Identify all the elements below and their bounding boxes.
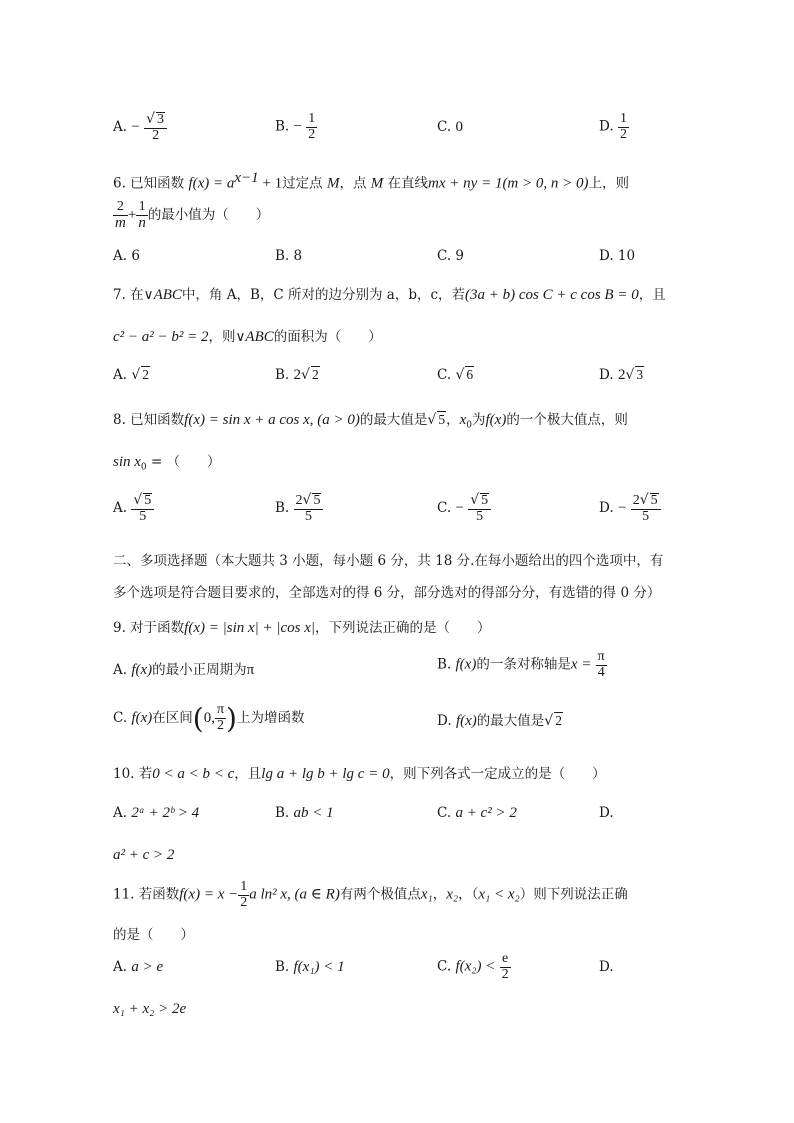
function-tail: + 1: [258, 175, 283, 192]
q6-option-a: A. 6: [113, 248, 140, 264]
option-text: 上为增函数: [236, 710, 305, 726]
condition-expr: (3a + b) cos C + c cos B = 0: [465, 287, 639, 303]
option-label: C.: [437, 119, 452, 135]
variable-x1: x₁: [420, 886, 433, 903]
option-expr: x₁ + x₂ > 2e: [113, 1001, 187, 1017]
denominator: 5: [139, 508, 147, 524]
numerator: 1: [619, 111, 627, 126]
q7-option-a: A. √ 2: [113, 367, 150, 383]
stem-text: 为: [472, 412, 486, 428]
q10-option-d: [113, 847, 174, 864]
q8-option-b: [275, 493, 323, 524]
denominator: 4: [597, 664, 605, 680]
q8-option-c: [437, 493, 491, 524]
q8-stem: 8. 已知函数f(x) = sin x + a cos x, (a > 0)的最大值是√ 5，$x_0$为f(x)的一个极大值点，则: [113, 412, 628, 431]
q10-option-c: [437, 805, 517, 822]
denominator: n: [138, 214, 146, 231]
option-label: C.: [113, 710, 128, 726]
option-label: B.: [437, 656, 452, 673]
q10-option-b: [275, 805, 334, 822]
q6-option-d: D. 10: [599, 248, 636, 264]
question-prefix: 8. 已知函数: [113, 412, 185, 428]
question-prefix: 10. 若: [113, 766, 153, 782]
point-m: M: [326, 175, 340, 192]
q5-option-a: [113, 112, 167, 143]
option-label: A.: [113, 367, 128, 383]
option-expr: a > e: [131, 959, 164, 975]
function-ref: f(x): [131, 710, 153, 726]
stem-text: ，则∨: [208, 329, 246, 345]
stem-text: ，: [432, 886, 447, 903]
fraction: $\frac{√ 5}{5}$: [468, 493, 491, 524]
option-label: B.: [275, 959, 290, 975]
plus-sign: +: [127, 207, 137, 224]
minus-sign: −: [617, 500, 627, 517]
option-label: D.: [599, 118, 614, 135]
fraction: $\frac{2√ 5}{5}$: [294, 493, 324, 524]
stem-text: 中，角 A，B，C 所对的边分别为 a，b，c，若: [181, 287, 466, 303]
denominator: 2: [152, 127, 160, 143]
point-m: M: [370, 175, 384, 192]
numerator: 1: [240, 879, 248, 894]
stem-text: ，点: [339, 175, 367, 192]
q9-option-b: [437, 650, 607, 680]
radicand: 5: [481, 493, 489, 508]
radicand: 5: [650, 493, 658, 508]
stem-text: ）则下列说法正确: [519, 886, 628, 903]
minus-sign: −: [131, 119, 140, 136]
question-prefix: 7. 在∨: [113, 287, 154, 303]
question-prefix: 6. 已知函数: [113, 175, 185, 192]
option-label: B.: [275, 805, 290, 821]
q10-option-d-label: D.: [599, 805, 614, 821]
coefficient: 2: [295, 493, 303, 508]
radicand: 5: [144, 493, 152, 508]
line-equation: mx + ny = 1(m > 0, n > 0): [428, 175, 589, 192]
fraction: [306, 112, 317, 142]
option-expr: a² + c > 2: [113, 847, 175, 863]
radicand: 2: [142, 367, 150, 382]
stem-text: 的一个极大值点，则: [506, 412, 628, 428]
equation: c² − a² − b² = 2: [113, 329, 209, 345]
option-label: C.: [437, 958, 452, 975]
option-expr: 2ᵃ + 2ᵇ > 4: [131, 805, 200, 821]
q5-option-c: [437, 119, 463, 136]
radicand: 3: [157, 112, 165, 127]
option-label: B.: [275, 118, 290, 135]
stem-text: = （ ）: [146, 454, 221, 470]
option-label: A.: [113, 119, 128, 136]
q9-stem: [113, 616, 491, 637]
coefficient: 2: [632, 493, 640, 508]
denominator: 5: [642, 508, 650, 524]
denominator: 2: [308, 126, 316, 142]
q11-option-b: [275, 959, 345, 976]
numerator: e: [500, 952, 511, 968]
q7-option-b: B. 2√ 2: [275, 367, 319, 383]
triangle-name: ABC: [245, 329, 274, 345]
stem-text: ，（: [458, 886, 479, 903]
q10-option-a: [113, 805, 199, 822]
function-ref: f(x): [455, 713, 477, 729]
q6-stem: [113, 170, 629, 193]
option-label: D.: [599, 500, 614, 517]
coefficient: 2: [293, 367, 302, 383]
function-expr: f(x) = sin x + a cos x, (a > 0): [184, 412, 360, 428]
stem-text: ，且: [638, 287, 666, 303]
denominator: 5: [476, 508, 484, 524]
condition-expr: 0 < a < b < c: [152, 766, 235, 782]
fraction: [596, 650, 607, 680]
fraction: [136, 200, 148, 231]
fraction: $\frac{2√ 5}{5}$: [631, 493, 661, 524]
q8-option-a: [113, 493, 154, 524]
option-text: 的一条对称轴是: [476, 656, 571, 673]
radicand: 3: [636, 367, 644, 382]
q9-option-c: C. f(x)在区间(0, $\frac{\pi}{2}$ )上为增函数: [113, 702, 305, 735]
stem-text: 的最小值为（ ）: [147, 207, 270, 224]
option-expr: f(x₂) <: [455, 958, 496, 975]
function-ref: f(x): [131, 662, 153, 678]
numerator: 1: [136, 200, 148, 216]
q5-option-b: [275, 112, 317, 142]
denominator: 2: [619, 126, 627, 142]
pi-symbol: π: [246, 662, 255, 678]
option-label: A.: [113, 959, 128, 975]
q7-stem: [113, 283, 666, 304]
q7-stem-line2: [113, 325, 382, 346]
option-label: C.: [437, 500, 452, 517]
numerator: π: [216, 702, 225, 718]
q6-option-b: B. 8: [275, 248, 303, 264]
interval-lower: 0,: [203, 710, 215, 726]
option-label: C.: [437, 367, 452, 383]
q6-stem-line2: [113, 200, 269, 231]
option-label: D.: [599, 367, 614, 383]
function-expr: a ln² x, (a ∈ R): [249, 886, 340, 903]
option-label: D.: [437, 713, 452, 729]
option-label: A.: [113, 662, 128, 678]
fraction: [113, 200, 128, 231]
q11-option-d: [113, 1001, 186, 1018]
option-expr: ab < 1: [293, 805, 334, 821]
q7-option-c: C. √ 6: [437, 367, 474, 383]
option-label: A.: [113, 805, 128, 821]
option-label: A.: [113, 500, 128, 517]
numerator: 2: [113, 200, 128, 216]
fraction: $\frac{√ 5}{5}$: [131, 493, 154, 524]
function-expr: f(x) = x −: [179, 886, 239, 903]
function-expr: f(x) = |sin x| + |cos x|: [184, 620, 316, 636]
q11-stem-line2: 的是（ ）: [113, 927, 194, 943]
variable-x0: x: [459, 412, 467, 428]
triangle-name: ABC: [153, 287, 182, 303]
option-expr: f(x₁) < 1: [293, 959, 345, 975]
stem-text: 的最大值是: [359, 412, 428, 428]
q9-option-d: D. f(x)的最大值是√ 2: [437, 713, 562, 729]
option-text: 的最小正周期为: [152, 662, 247, 678]
q11-stem: [113, 880, 628, 910]
option-expr: a + c² > 2: [455, 805, 517, 821]
variable-x2: x₂: [446, 886, 459, 903]
condition-expr: lg a + lg b + lg c = 0: [261, 766, 390, 782]
q9-option-a: [113, 658, 254, 679]
option-value: 0: [455, 119, 463, 135]
section-2-heading: 二、多项选择题（本大题共 3 小题，每小题 6 分，共 18 分.在每小题给出的四个选项中，有: [113, 553, 664, 569]
q5-option-d: [599, 112, 629, 142]
denominator: 5: [304, 508, 312, 524]
denominator: 2: [216, 718, 224, 733]
option-label: B.: [275, 500, 290, 517]
fraction: $\frac{√ 3}{2}$: [144, 112, 167, 143]
question-prefix: 9. 对于函数: [113, 620, 185, 636]
q8-stem-line2: $\sin x_0$ = （ ）: [113, 454, 221, 473]
stem-text: 的面积为（ ）: [273, 329, 382, 345]
exponent: x−1: [234, 170, 259, 186]
q11-option-a: [113, 959, 163, 976]
minus-sign: −: [455, 500, 464, 517]
stem-text: ，且: [234, 766, 262, 782]
option-text: 的最大值是: [476, 713, 545, 729]
stem-text: ，则下列各式一定成立的是（ ）: [389, 766, 606, 782]
denominator: 2: [240, 894, 248, 910]
denominator: 2: [501, 966, 509, 982]
option-text: 在区间: [152, 710, 193, 726]
numerator: π: [597, 649, 605, 664]
function-ref: f(x): [485, 412, 507, 428]
radicand: 2: [555, 713, 562, 728]
stem-text: ，下列说法正确的是（ ）: [315, 620, 491, 636]
radicand: 2: [311, 367, 319, 382]
option-label: B.: [275, 367, 290, 383]
fraction: [500, 952, 511, 982]
fraction: [618, 112, 629, 142]
q6-option-c: C. 9: [437, 248, 465, 264]
function-expr: f(x) = a: [188, 175, 235, 192]
stem-text: 上，则: [588, 175, 630, 192]
stem-text: 有两个极值点: [339, 886, 421, 903]
q11-option-d-label: D.: [599, 959, 614, 975]
radicand: 5: [313, 493, 321, 508]
q8-option-d: [599, 493, 661, 524]
q11-option-c: [437, 952, 511, 982]
stem-text: 过定点: [282, 175, 323, 192]
stem-text: ，: [446, 412, 460, 428]
radicand: 5: [438, 412, 446, 427]
stem-text: 在直线: [387, 175, 429, 192]
condition-expr: x₁ < x₂: [478, 886, 520, 903]
ask-expr: sin x: [113, 454, 141, 470]
q10-stem: [113, 762, 606, 783]
coefficient: 2: [617, 367, 626, 383]
option-label: C.: [437, 805, 452, 821]
radicand: 6: [466, 367, 474, 382]
section-2-heading-line2: 多个选项是符合题目要求的，全部选对的得 6 分，部分选对的得部分分，有选错的得 0 分）: [113, 585, 661, 601]
fraction: [215, 703, 226, 733]
question-prefix: 11. 若函数: [113, 886, 180, 903]
equation: x =: [570, 656, 592, 673]
denominator: m: [115, 214, 126, 231]
q7-option-d: D. 2√ 3: [599, 367, 644, 383]
numerator: 1: [308, 111, 316, 126]
function-ref: f(x): [455, 656, 477, 673]
minus-sign: −: [293, 118, 302, 135]
fraction: [238, 880, 249, 910]
